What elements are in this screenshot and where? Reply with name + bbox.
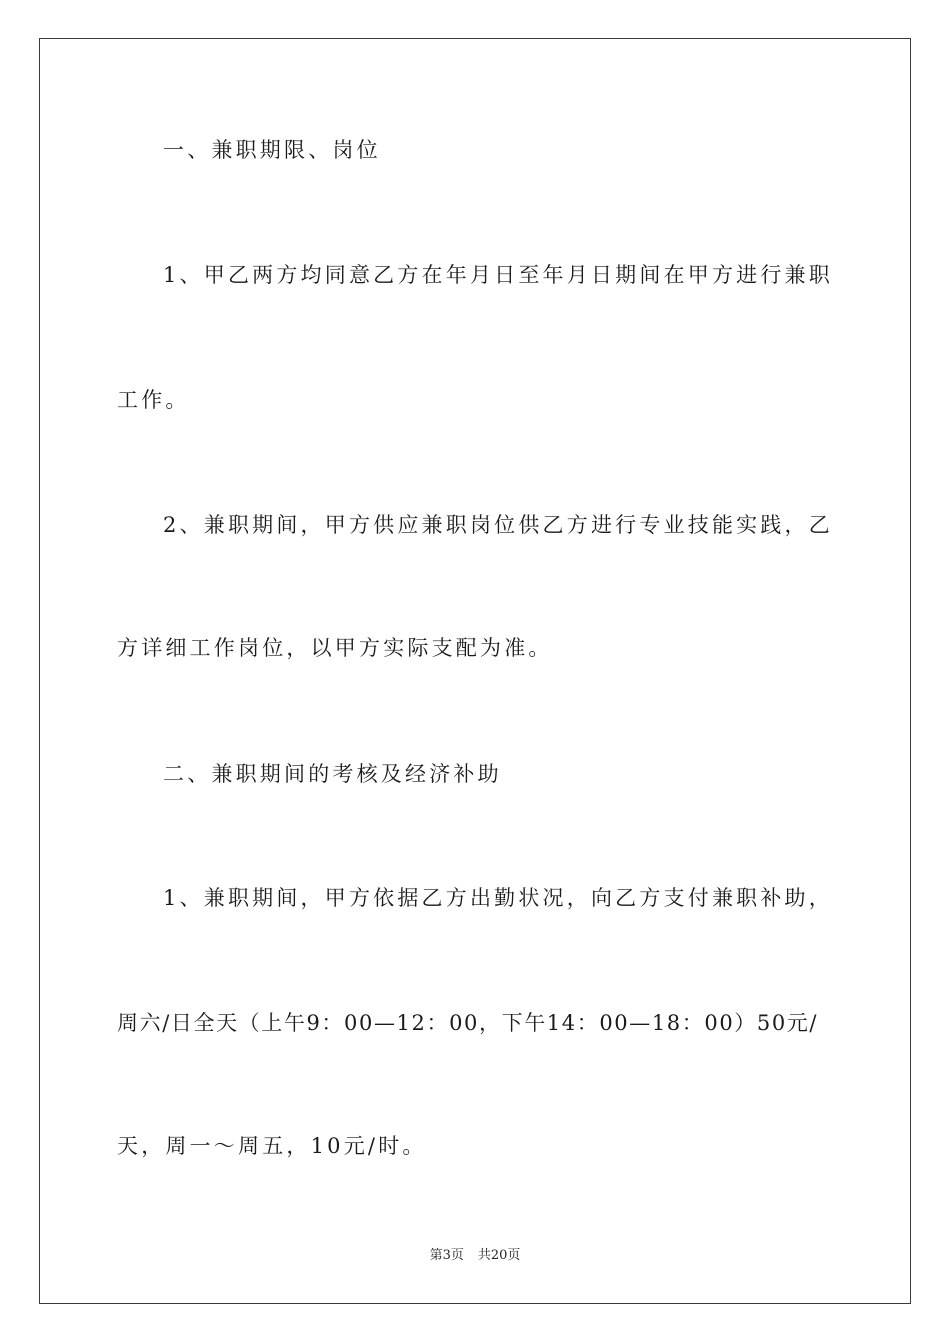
page-border — [39, 38, 911, 1304]
page-number: 第3页 — [429, 1248, 464, 1263]
paragraph-line: 工作。 — [117, 388, 190, 412]
page-footer — [0, 1244, 950, 1263]
page-total: 共20页 — [477, 1248, 521, 1263]
section-heading-2: 二、兼职期间的考核及经济补助 — [163, 762, 502, 786]
paragraph-line: 天，周一～周五，10元/时。 — [117, 1134, 427, 1158]
paragraph-line: 方详细工作岗位，以甲方实际支配为准。 — [117, 636, 553, 660]
paragraph-line: 1、兼职期间，甲方依据乙方出勤状况，向乙方支付兼职补助， — [163, 886, 833, 910]
paragraph-line: 周六/日全天（上午9：00—12：00，下午14：00—18：00）50元/ — [117, 1011, 819, 1035]
section-heading-1: 一、兼职期限、岗位 — [163, 138, 381, 162]
paragraph-line: 2、兼职期间，甲方供应兼职岗位供乙方进行专业技能实践，乙 — [163, 513, 833, 537]
paragraph-line: 1、甲乙两方均同意乙方在年月日至年月日期间在甲方进行兼职 — [163, 263, 833, 287]
